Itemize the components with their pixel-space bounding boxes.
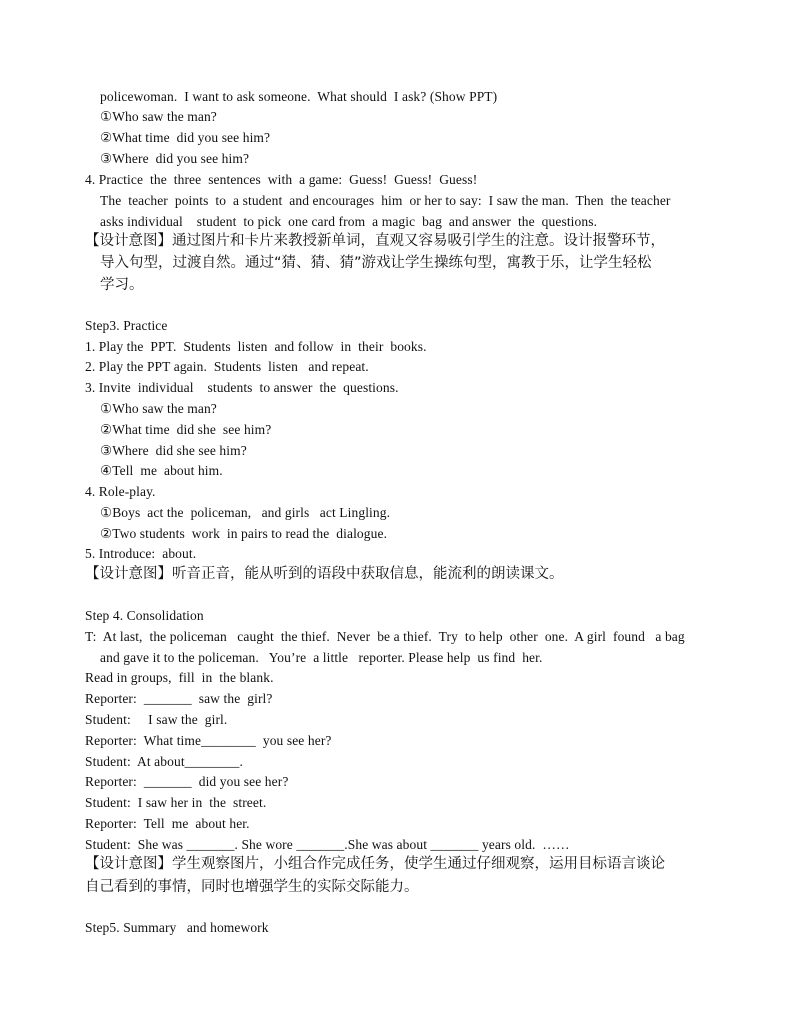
step4-teacher-line: and gave it to the policeman. You’re a little reporter. Please help us find her.	[100, 650, 543, 665]
step3-question-4: ④Tell me about him.	[100, 463, 223, 478]
step3-item-2: 2. Play the PPT again. Students listen and repeat.	[85, 359, 369, 374]
step3-item-1: 1. Play the PPT. Students listen and follow in their books.	[85, 339, 427, 354]
design-intent-1: 学习。	[100, 277, 144, 293]
step3-roleplay-2: ②Two students work in pairs to read the dialogue.	[100, 526, 388, 541]
step3-item-5: 5. Introduce: about.	[85, 546, 197, 561]
dialogue-line: Student: She was _______. She wore _______.She was about _______ years old. ……	[85, 837, 570, 852]
step2-item-4: 4. Practice the three sentences with a game: Guess! Guess! Guess!	[85, 172, 478, 187]
step3-question-1: ①Who saw the man?	[100, 401, 217, 416]
step5-heading: Step5. Summary and homework	[85, 920, 269, 935]
step3-heading: Step3. Practice	[85, 318, 168, 333]
step4-teacher-line: T: At last, the policeman caught the thief. Never be a thief. Try to help other one. A girl found a bag	[85, 629, 685, 644]
step4-instruction: Read in groups, fill in the blank.	[85, 670, 274, 685]
design-intent-2: 【设计意图】听音正音，能从听到的语段中获取信息，能流利的朗读课文。	[85, 566, 564, 582]
dialogue-line: Student: I saw her in the street.	[85, 795, 267, 810]
design-intent-3: 自己看到的事情，同时也增强学生的实际交际能力。	[85, 879, 419, 895]
step2-question-3: ③Where did you see him?	[100, 151, 250, 166]
step3-roleplay-1: ①Boys act the policeman, and girls act Lingling.	[100, 505, 391, 520]
dialogue-line: Reporter: _______ saw the girl?	[85, 691, 273, 706]
dialogue-line: Student: At about________.	[85, 754, 243, 769]
dialogue-line: Student: I saw the girl.	[85, 712, 228, 727]
design-intent-1: 导入句型，过渡自然。通过“猜、猜、猜”游戏让学生操练句型，寓教于乐，让学生轻松	[100, 255, 652, 271]
step3-question-3: ③Where did she see him?	[100, 443, 247, 458]
dialogue-line: Reporter: Tell me about her.	[85, 816, 250, 831]
step2-question-2: ②What time did you see him?	[100, 130, 271, 145]
design-intent-3: 【设计意图】学生观察图片，小组合作完成任务，使学生通过仔细观察，运用目标语言谈论	[85, 856, 665, 872]
step2-question-1: ①Who saw the man?	[100, 109, 217, 124]
step2-line: policewoman. I want to ask someone. What should I ask? (Show PPT)	[100, 89, 498, 104]
step4-heading: Step 4. Consolidation	[85, 608, 204, 623]
step2-item-4-text: The teacher points to a student and encourages him or her to say: I saw the man. Then the teacher	[100, 193, 671, 208]
step3-question-2: ②What time did she see him?	[100, 422, 272, 437]
step2-item-4-text: asks individual student to pick one card from a magic bag and answer the questions.	[100, 214, 598, 229]
dialogue-line: Reporter: _______ did you see her?	[85, 774, 289, 789]
step3-item-4: 4. Role-play.	[85, 484, 156, 499]
design-intent-1: 【设计意图】通过图片和卡片来教授新单词，直观又容易吸引学生的注意。设计报警环节，	[85, 233, 665, 249]
dialogue-line: Reporter: What time________ you see her?	[85, 733, 332, 748]
step3-item-3: 3. Invite individual students to answer the questions.	[85, 380, 399, 395]
